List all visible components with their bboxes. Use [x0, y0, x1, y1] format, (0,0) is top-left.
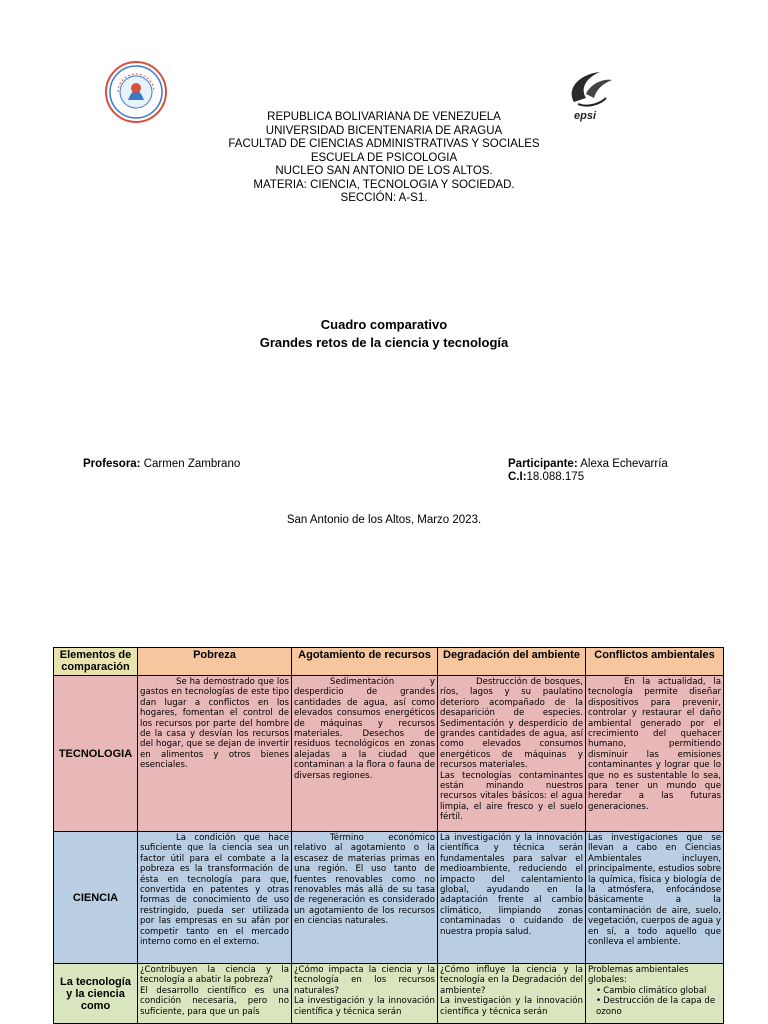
- list-item: • Destrucción de la capa de ozono: [596, 996, 721, 1017]
- row-label-ciencia: CIENCIA: [54, 832, 138, 964]
- header-conflictos: Conflictos ambientales: [586, 648, 724, 676]
- list-item: • Cambio climático global: [596, 986, 721, 996]
- profesora-info: [83, 458, 240, 470]
- table-cell-problems: [586, 964, 724, 1024]
- table-cell: La investigación y la innovación científica y técnica serán fundamentales para salvar el medioambiente, reduciendo el impacto del calentamiento global, ayudando en la adaptación frente al cambio climático, limpiando zonas contaminadas o cuidando de nuestra propia salud.: [438, 832, 586, 964]
- table-row: [54, 964, 724, 1024]
- table-cell: La condición que hace suficiente que la ciencia sea un factor útil para el combate a la pobreza es la transformación de ésta en tecnología para que, convertida en patentes y otras formas de conocimiento de uso restringido, pueda ser utilizada por las empresas en su afán por competir tanto en el mercado interno como en el externo.: [138, 832, 292, 964]
- table-cell: Se ha demostrado que los gastos en tecnologías de este tipo dan lugar a conflictos en los hogares, fomentan el control de los recursos por parte del hombre de la casa y desvían los recursos del hogar, que se dejan de invertir en alimentos y otros bienes esenciales.: [138, 676, 292, 832]
- document-title: [0, 316, 768, 352]
- problems-list: [588, 986, 721, 1017]
- problems-heading: Problemas ambientales globales:: [588, 965, 689, 986]
- title-line-1: Cuadro comparativo: [320, 317, 448, 332]
- header-line: FACULTAD DE CIENCIAS ADMINISTRATIVAS Y SOCIALES: [228, 138, 540, 150]
- header-line: NUCLEO SAN ANTONIO DE LOS ALTOS.: [275, 165, 493, 177]
- header-line: UNIVERSIDAD BICENTENARIA DE ARAGUA: [265, 124, 503, 137]
- table-cell: Sedimentación y desperdicio de grandes cantidades de agua, así como elevados consumos energéticos de máquinas y recursos materiales. Desechos de residuos tecnológicos en zonas alejadas a la ciudad que contaminan a la flora o fauna de diversas regiones.: [292, 676, 438, 832]
- participante-name: Alexa Echevarría: [580, 458, 668, 470]
- header-line: SECCIÓN: A-S1.: [340, 192, 428, 204]
- title-line-2: Grandes retos de la ciencia y tecnología: [259, 335, 509, 350]
- header-elementos: Elementos de comparación: [54, 648, 138, 676]
- table-cell: Las investigaciones que se llevan a cabo en Ciencias Ambientales incluyen, principalmente, estudios sobre la química, física y biología de la atmósfera, enfocándose básicamente a la contaminación de aire, suelo, vegetación, cuerpos de agua y en sí, a todo aquello que conlleva el ambiente.: [586, 832, 724, 964]
- participante-info: [508, 458, 668, 484]
- place-date: San Antonio de los Altos, Marzo 2023.: [286, 514, 482, 526]
- header-line: MATERIA: CIENCIA, TECNOLOGIA Y SOCIEDAD.: [253, 178, 515, 191]
- header-degradacion: Degradación del ambiente: [438, 648, 586, 676]
- comparison-table: [53, 647, 724, 1024]
- table-row: [54, 832, 724, 964]
- profesora-name: Carmen Zambrano: [143, 458, 241, 470]
- table-row: [54, 676, 724, 832]
- epsi-logo-text: epsi: [574, 110, 597, 122]
- profesora-label: Profesora:: [83, 458, 141, 470]
- header-agotamiento: Agotamiento de recursos: [292, 648, 438, 676]
- table-cell: ¿Cómo impacta la ciencia y la tecnología en los recursos naturales? La investigación y la innovación científica y técnica serán: [292, 964, 438, 1024]
- table-cell: Término económico relativo al agotamiento o la escasez de materias primas en una región. El uso tanto de fuentes renovables como no renovables más allá de su tasa de regeneración es considerado un agotamiento de los recursos en ciencias naturales.: [292, 832, 438, 964]
- table-cell: Destrucción de bosques, ríos, lagos y su paulatino deterioro acompañado de la desaparición de especies. Sedimentación y desperdicio de grandes cantidades de agua, así como elevados consumos energéticos de máquinas y recursos materiales. Las tecnologías contaminantes están minando nuestros recursos vitales básicos: el agua limpia, el aire fresco y el suelo fértil.: [438, 676, 586, 832]
- header-line: REPUBLICA BOLIVARIANA DE VENEZUELA: [267, 111, 501, 123]
- table-cell: En la actualidad, la tecnología permite diseñar dispositivos para prevenir, controlar y restaurar el daño ambiental generado por el crecimiento del quehacer humano, permitiendo disminuir las emisiones contaminantes y lograr que lo que no es sustentable lo sea, para tener un mundo que heredar a las futuras generaciones.: [586, 676, 724, 832]
- row-label-tecnologia-ciencia: La tecnología y la ciencia como: [54, 964, 138, 1024]
- table-cell: ¿Contribuyen la ciencia y la tecnología a abatir la pobreza? El desarrollo científico es una condición necesaria, pero no suficiente, para que un país: [138, 964, 292, 1024]
- header-line: ESCUELA DE PSICOLOGIA: [310, 151, 458, 164]
- ci-label: C.I:: [508, 471, 527, 483]
- table-cell: ¿Cómo influye la ciencia y la tecnología en la Degradación del ambiente? La investigación y la innovación científica y técnica serán: [438, 964, 586, 1024]
- ci-value: 18.088.175: [526, 471, 585, 483]
- participante-label: Participante:: [508, 458, 578, 470]
- table-header-row: [54, 648, 724, 676]
- row-label-tecnologia: TECNOLOGIA: [54, 676, 138, 832]
- header-pobreza: Pobreza: [138, 648, 292, 676]
- institution-header: [0, 111, 768, 206]
